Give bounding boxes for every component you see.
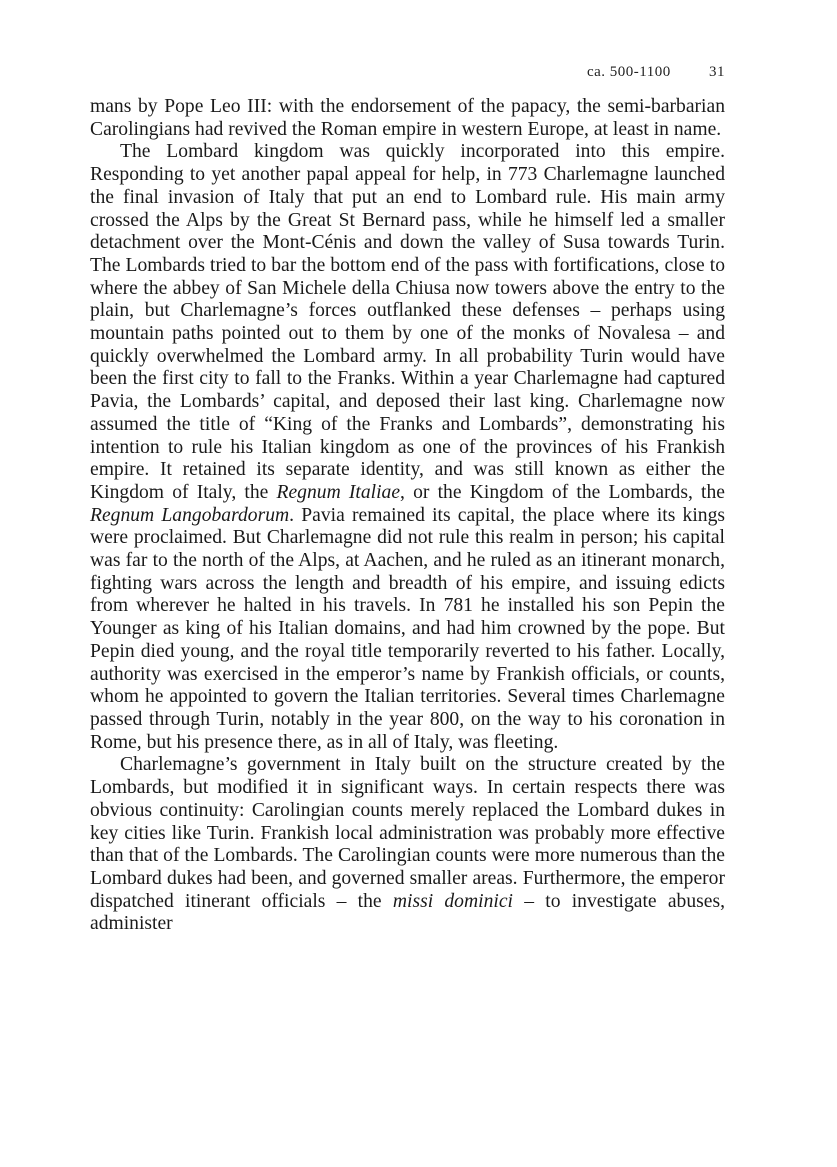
paragraph — [90, 141, 725, 754]
text-run: The Lombard kingdom was quickly incorporated into this empire. Responding to yet another papal appeal for help, in 773 Charlemagne launched the final invasion of Italy that put an end to Lombard rule. His main army crossed the Alps by the Great St Bernard pass, while he himself led a smaller detachment over the Mont-Cénis and down the valley of Susa towards Turin. The Lombards tried to bar the bottom end of the pass with fortifications, close to where the abbey of San Michele della Chiusa now towers above the entry to the plain, but Charlemagne’s forces outflanked these defenses – perhaps using mountain paths pointed out to them by one of the monks of Novalesa – and quickly overwhelmed the Lombard army. In all probability Turin would have been the first city to fall to the Franks. Within a year Charlemagne had captured Pavia, the Lombards’ capital, and deposed their last king. Charlemagne now assumed the title of “King of the Franks and Lombards”, demonstrating his intention to rule his Italian kingdom as one of the provinces of his Frankish empire. It retained its separate identity, and was still known as either the Kingdom of Italy, the — [90, 141, 725, 503]
text-run: – to investigate abuses, administer — [90, 890, 725, 935]
italic-term: Regnum Italiae — [276, 481, 401, 503]
text-run: . Pavia remained its capital, the place where its kings were proclaimed. But Charlemagne did not rule this realm in person; his capital was far to the north of the Alps, at Aachen, and he ruled as an itinerant monarch, fighting wars across the length and breadth of his empire, and issuing edicts from wherever he halted in his travels. In 781 he installed his son Pepin the Younger as king of his Italian domains, and had him crowned by the pope. But Pepin died young, and the royal title temporarily reverted to his father. Locally, authority was exercised in the emperor’s name by Frankish officials, or counts, whom he appointed to govern the Italian territories. Several times Charlemagne passed through Turin, notably in the year 800, on the way to his coronation in Rome, but his presence there, as in all of Italy, was fleeting. — [90, 504, 725, 753]
text-run: Charlemagne’s government in Italy built on the structure created by the Lombards, but modified it in significant ways. In certain respects there was obvious continuity: Carolingian counts merely replaced the Lombard dukes in key cities like Turin. Frankish local administration was probably more effective than that of the Lombards. The Carolingian counts were more numerous than the Lombard dukes had been, and governed smaller areas. Furthermore, the emperor dispatched itinerant officials – the — [90, 754, 725, 912]
italic-term: missi dominici — [392, 890, 513, 912]
body-text — [90, 96, 725, 936]
running-head-title: ca. 500-1100 — [586, 64, 671, 80]
text-run: , or the Kingdom of the Lombards, the — [400, 481, 725, 503]
running-head — [587, 64, 725, 81]
text-run: mans by Pope Leo III: with the endorsement of the papacy, the semi-barbarian Carolingians had revived the Roman empire in western Europe, at least in name. — [90, 96, 725, 140]
paragraph — [90, 754, 725, 936]
paragraph — [90, 96, 725, 141]
italic-term: Regnum Langobardorum — [90, 504, 290, 526]
page-number: 31 — [709, 64, 725, 80]
